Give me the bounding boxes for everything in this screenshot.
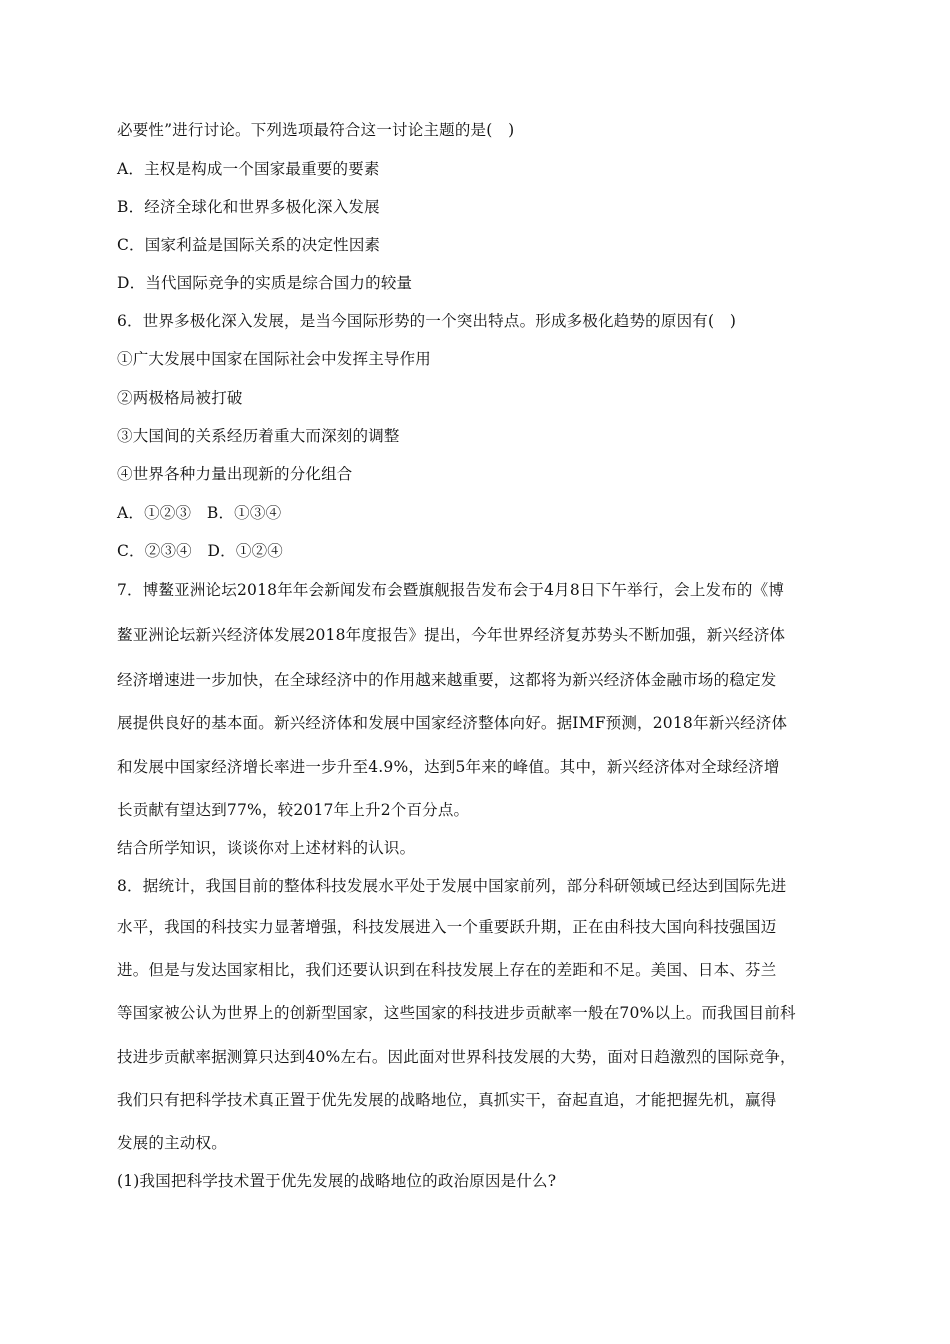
- q6-stem: 6．世界多极化深入发展，是当今国际形势的一个突出特点。形成多极化趋势的原因有( ): [117, 312, 737, 330]
- q7-line-5: 和发展中国家经济增长率进一步升至4.9%，达到5年来的峰值。其中，新兴经济体对全球经济增: [117, 758, 780, 776]
- q5-stem-continuation: 必要性”进行讨论。下列选项最符合这一讨论主题的是( ): [117, 121, 515, 139]
- q7-line-6: 长贡献有望达到77%，较2017年上升2个百分点。: [117, 801, 470, 819]
- q6-item-2: ②两极格局被打破: [117, 389, 243, 407]
- q8-line-2: 水平，我国的科技实力显著增强，科技发展进入一个重要跃升期，正在由科技大国向科技强国迈: [117, 918, 777, 936]
- q5-option-c: C．国家利益是国际关系的决定性因素: [117, 236, 381, 254]
- q8-line-3: 进。但是与发达国家相比，我们还要认识到在科技发展上存在的差距和不足。美国、日本、芬兰: [117, 961, 777, 979]
- q5-option-a: A．主权是构成一个国家最重要的要素: [117, 160, 380, 178]
- q8-subquestion-1: (1)我国把科学技术置于优先发展的战略地位的政治原因是什么?: [117, 1172, 557, 1190]
- q8-line-1: 8．据统计，我国目前的整体科技发展水平处于发展中国家前列，部分科研领域已经达到国际先进: [117, 877, 787, 895]
- q6-options-ab: A．①②③ B．①③④: [117, 504, 282, 522]
- q6-item-1: ①广大发展中国家在国际社会中发挥主导作用: [117, 350, 432, 368]
- q8-line-6: 我们只有把科学技术真正置于优先发展的战略地位，真抓实干，奋起直追，才能把握先机，赢得: [117, 1091, 777, 1109]
- q6-item-4: ④世界各种力量出现新的分化组合: [117, 465, 353, 483]
- q8-line-5: 技进步贡献率据测算只达到40%左右。因此面对世界科技发展的大势，面对日趋激烈的国际竞争，: [117, 1048, 796, 1066]
- q5-option-b: B．经济全球化和世界多极化深入发展: [117, 198, 380, 216]
- q5-option-d: D．当代国际竞争的实质是综合国力的较量: [117, 274, 413, 292]
- q8-line-4: 等国家被公认为世界上的创新型国家，这些国家的科技进步贡献率一般在70%以上。而我国目前科: [117, 1004, 796, 1022]
- q7-question: 结合所学知识，谈谈你对上述材料的认识。: [117, 839, 416, 857]
- q7-line-1: 7．博鳌亚洲论坛2018年年会新闻发布会暨旗舰报告发布会于4月8日下午举行，会上发布的《博: [117, 581, 785, 599]
- q7-line-3: 经济增速进一步加快，在全球经济中的作用越来越重要，这都将为新兴经济体金融市场的稳定发: [117, 671, 777, 689]
- q6-item-3: ③大国间的关系经历着重大而深刻的调整: [117, 427, 400, 445]
- q7-line-2: 鳌亚洲论坛新兴经济体发展2018年度报告》提出，今年世界经济复苏势头不断加强，新兴经济体: [117, 626, 786, 644]
- q7-line-4: 展提供良好的基本面。新兴经济体和发展中国家经济整体向好。据IMF预测，2018年新兴经济体: [117, 714, 788, 732]
- q8-line-7: 发展的主动权。: [117, 1134, 227, 1152]
- q6-options-cd: C．②③④ D．①②④: [117, 542, 283, 560]
